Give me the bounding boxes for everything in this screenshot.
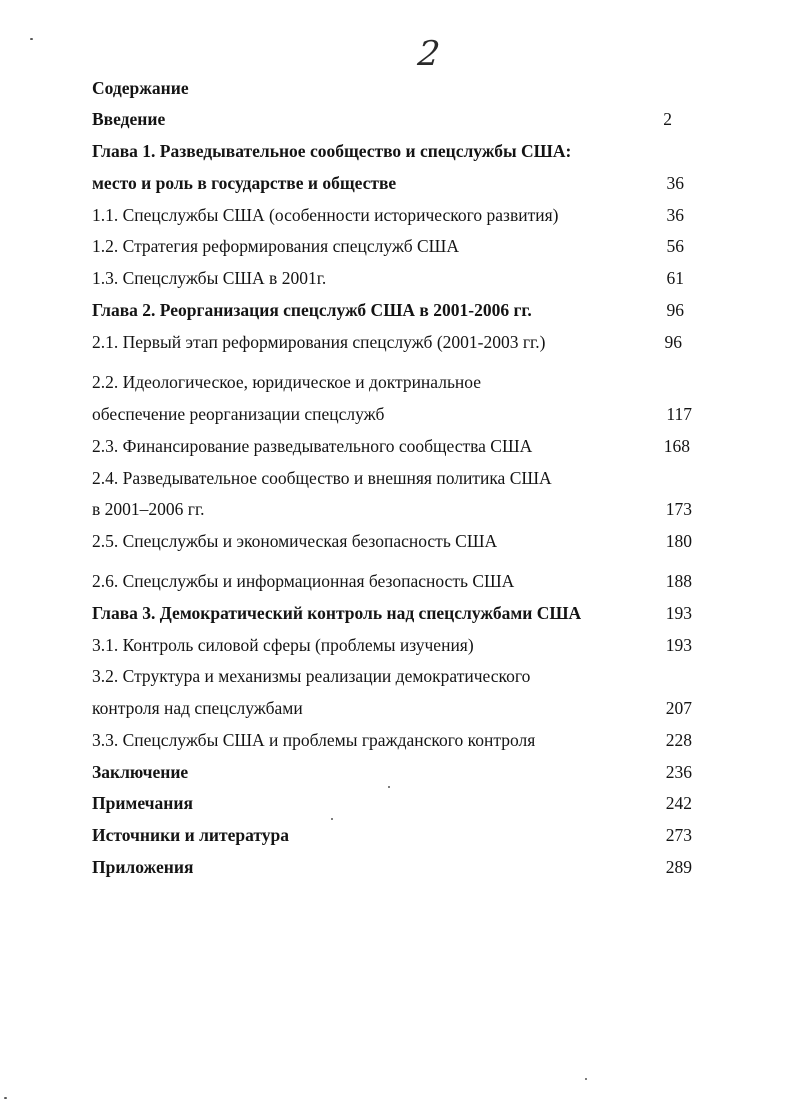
scan-speck	[388, 786, 390, 788]
toc-entry-text: 3.2. Структура и механизмы реализации демократического	[92, 666, 531, 686]
toc-entry-chapter-3	[92, 601, 692, 625]
toc-entry-text: 3.1. Контроль силовой сферы (проблемы изучения)	[92, 635, 474, 655]
toc-entry-page: 36	[666, 173, 684, 193]
toc-entry-3-2-line-1	[92, 664, 692, 688]
toc-entry-text: 2.3. Финансирование разведывательного сообщества США	[92, 436, 533, 456]
toc-entry-text: 2.6. Спецслужбы и информационная безопасность США	[92, 571, 515, 591]
toc-entry-3-2-line-2	[92, 696, 692, 720]
toc-entry-2-2-line-1	[92, 370, 692, 394]
toc-entry-chapter-1-line-2	[92, 171, 692, 195]
toc-entry-2-4-line-1	[92, 466, 692, 490]
toc-entry-text: Заключение	[92, 762, 189, 782]
toc-entry-1-2	[92, 234, 692, 258]
handwritten-page-number: 2	[415, 34, 442, 74]
toc-entry-page: 236	[665, 762, 692, 782]
toc-entry-page: 117	[666, 404, 692, 424]
toc-entry-text: в 2001–2006 гг.	[92, 499, 205, 519]
toc-entry-2-1	[92, 330, 692, 354]
toc-entry-text: Глава 1. Разведывательное сообщество и спецслужбы США:	[92, 141, 572, 161]
toc-entry-text: 2.5. Спецслужбы и экономическая безопасность США	[92, 531, 498, 551]
toc-entry-1-1	[92, 203, 692, 227]
toc-entry-appendices	[92, 855, 692, 879]
toc-entry-text: Источники и литература	[92, 825, 289, 845]
toc-entry-text: контроля над спецслужбами	[92, 698, 303, 718]
scan-speck	[4, 1097, 7, 1099]
toc-entry-text: Введение	[92, 109, 166, 129]
toc-entry-introduction	[92, 107, 692, 131]
toc-entry-page: 56	[666, 236, 684, 256]
toc-entry-sources	[92, 823, 692, 847]
toc-entry-page: 193	[665, 603, 692, 623]
toc-entry-text: 2.1. Первый этап реформирования спецслужб (2001-2003 гг.)	[92, 332, 546, 352]
toc-entry-page: 96	[666, 300, 684, 320]
toc-entry-text: место и роль в государстве и обществе	[92, 173, 397, 193]
toc-entry-2-4-line-2	[92, 497, 692, 521]
toc-entry-page: 180	[665, 531, 692, 551]
toc-entry-2-2-line-2	[92, 402, 692, 426]
toc-entry-text: 2.2. Идеологическое, юридическое и доктринальное	[92, 372, 482, 392]
toc-entry-page: 289	[665, 857, 692, 877]
toc-entry-text: обеспечение реорганизации спецслужб	[92, 404, 385, 424]
toc-entry-page: 228	[665, 730, 692, 750]
toc-entry-2-3	[92, 434, 692, 458]
toc-entry-page: 273	[665, 825, 692, 845]
toc-entry-page: 188	[665, 571, 692, 591]
toc-entry-page: 96	[664, 332, 682, 352]
toc-entry-text: Примечания	[92, 793, 193, 813]
toc-entry-text: 1.3. Спецслужбы США в 2001г.	[92, 268, 327, 288]
toc-entry-page: 173	[665, 499, 692, 519]
toc-entry-page: 61	[666, 268, 684, 288]
toc-entry-conclusion	[92, 760, 692, 784]
toc-entry-chapter-1-line-1	[92, 139, 692, 163]
toc-entry-2-6	[92, 569, 692, 593]
toc-entry-3-1	[92, 633, 692, 657]
toc-entry-text: 2.4. Разведывательное сообщество и внешняя политика США	[92, 468, 552, 488]
scan-speck	[331, 818, 333, 820]
toc-entry-text: Глава 2. Реорганизация спецслужб США в 2001-2006 гг.	[92, 300, 532, 320]
toc-entry-chapter-2	[92, 298, 692, 322]
toc-entry-3-3	[92, 728, 692, 752]
toc-entry-text: Приложения	[92, 857, 194, 877]
toc-entry-text: 1.1. Спецслужбы США (особенности исторического развития)	[92, 205, 559, 225]
toc-heading	[92, 76, 692, 100]
toc-entry-page: 2	[663, 109, 672, 129]
toc-heading-text: Содержание	[92, 78, 189, 98]
toc-entry-page: 36	[666, 205, 684, 225]
toc-entry-page: 193	[665, 635, 692, 655]
toc-entry-notes	[92, 791, 692, 815]
scan-speck	[585, 1078, 587, 1080]
toc-entry-1-3	[92, 266, 692, 290]
toc-entry-2-5	[92, 529, 692, 553]
toc-entry-text: Глава 3. Демократический контроль над спецслужбами США	[92, 603, 582, 623]
toc-entry-page: 168	[663, 436, 690, 456]
toc-entry-page: 207	[665, 698, 692, 718]
toc-entry-text: 1.2. Стратегия реформирования спецслужб США	[92, 236, 459, 256]
toc-entry-page: 242	[665, 793, 692, 813]
scan-speck	[30, 38, 33, 40]
toc-entry-text: 3.3. Спецслужбы США и проблемы гражданского контроля	[92, 730, 536, 750]
